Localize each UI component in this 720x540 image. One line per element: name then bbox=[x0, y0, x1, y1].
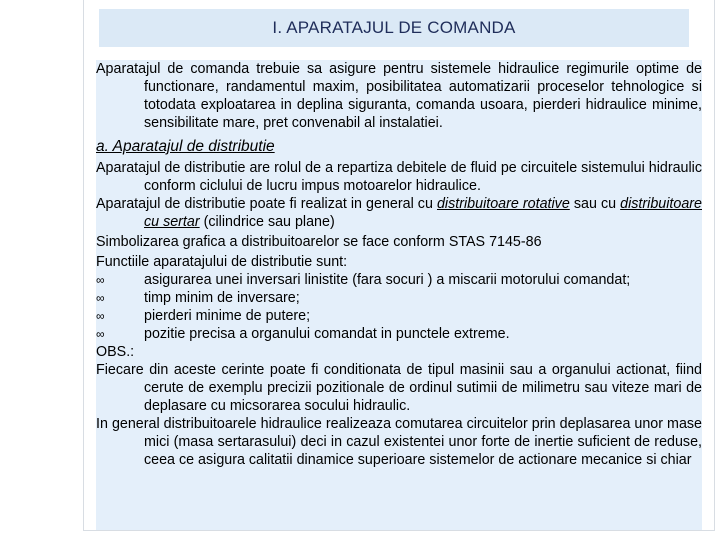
functions-list bbox=[96, 271, 702, 343]
paragraph-functions: Functiile aparatajului de distributie sunt: bbox=[96, 254, 348, 270]
paragraph-role: Aparatajul de distributie are rolul de a repartiza debitele de fluid pe circuitele sistemului hidraulic conform ciclului de lucru impus motoarelor hidraulice. bbox=[96, 160, 702, 194]
list-item bbox=[96, 325, 702, 343]
slide-title bbox=[99, 9, 689, 47]
loop-icon: ∞ bbox=[96, 291, 105, 305]
list-item-text: pozitie precisa a organului comandat in punctele extreme. bbox=[144, 326, 510, 342]
list-item-text: asigurarea unei inversari linistite (fara socuri ) a miscarii motorului comandat; bbox=[144, 272, 631, 288]
list-item bbox=[96, 271, 702, 289]
term-sertar: distribuitoare cu sertar bbox=[144, 196, 702, 230]
paragraph-types bbox=[96, 195, 702, 231]
paragraph-general: In general distribuitoarele hidraulice realizeaza comutarea circuitelor prin deplasarea unor mase mici (masa sertarasului) deci in cazul existentei unor forte de inertie suficient de reduse, ceea ce asigura calitatii dinamice superioare sistemelor de actionare mecanice si chiar bbox=[96, 416, 702, 468]
list-item-text: timp minim de inversare; bbox=[144, 290, 300, 306]
list-item-text: pierderi minime de putere; bbox=[144, 308, 311, 324]
list-item bbox=[96, 307, 702, 325]
list-item bbox=[96, 289, 702, 307]
loop-icon: ∞ bbox=[96, 327, 105, 341]
slide-content bbox=[96, 60, 702, 530]
term-rotative: distribuitoare rotative bbox=[436, 196, 570, 212]
intro-paragraph: Aparatajul de comanda trebuie sa asigure pentru sistemele hidraulice regimurile optime de functionare, randamentul maxim, posibilitatea automatizarii proceselor tehnologice si totodata exploatarea in deplina siguranta, comanda usoara, pierderi hidraulice minime, sensibilitate mare, pret convenabil al instalatiei. bbox=[96, 61, 702, 131]
loop-icon: ∞ bbox=[96, 309, 105, 323]
slide-title-text: I. APARATAJUL DE COMANDA bbox=[272, 18, 516, 37]
types-text-after: (cilindrice sau plane) bbox=[199, 214, 335, 230]
paragraph-conditions: Fiecare din aceste cerinte poate fi conditionata de tipul masinii sau a organului actionat, fiind cerute de exemplu precizii pozitionale de ordinul sutimii de milimetru sau viteze mari de deplasare cu micsorarea socului hidraulic. bbox=[96, 362, 702, 414]
section-heading: a. Aparatajul de distributie bbox=[96, 138, 275, 155]
loop-icon: ∞ bbox=[96, 273, 105, 287]
types-text-middle: sau cu bbox=[569, 196, 621, 212]
paragraph-stas: Simbolizarea grafica a distribuitoarelor se face conform STAS 7145-86 bbox=[96, 234, 542, 250]
obs-label: OBS.: bbox=[96, 344, 135, 360]
types-text-before: Aparatajul de distributie poate fi realizat in general cu bbox=[96, 196, 437, 212]
